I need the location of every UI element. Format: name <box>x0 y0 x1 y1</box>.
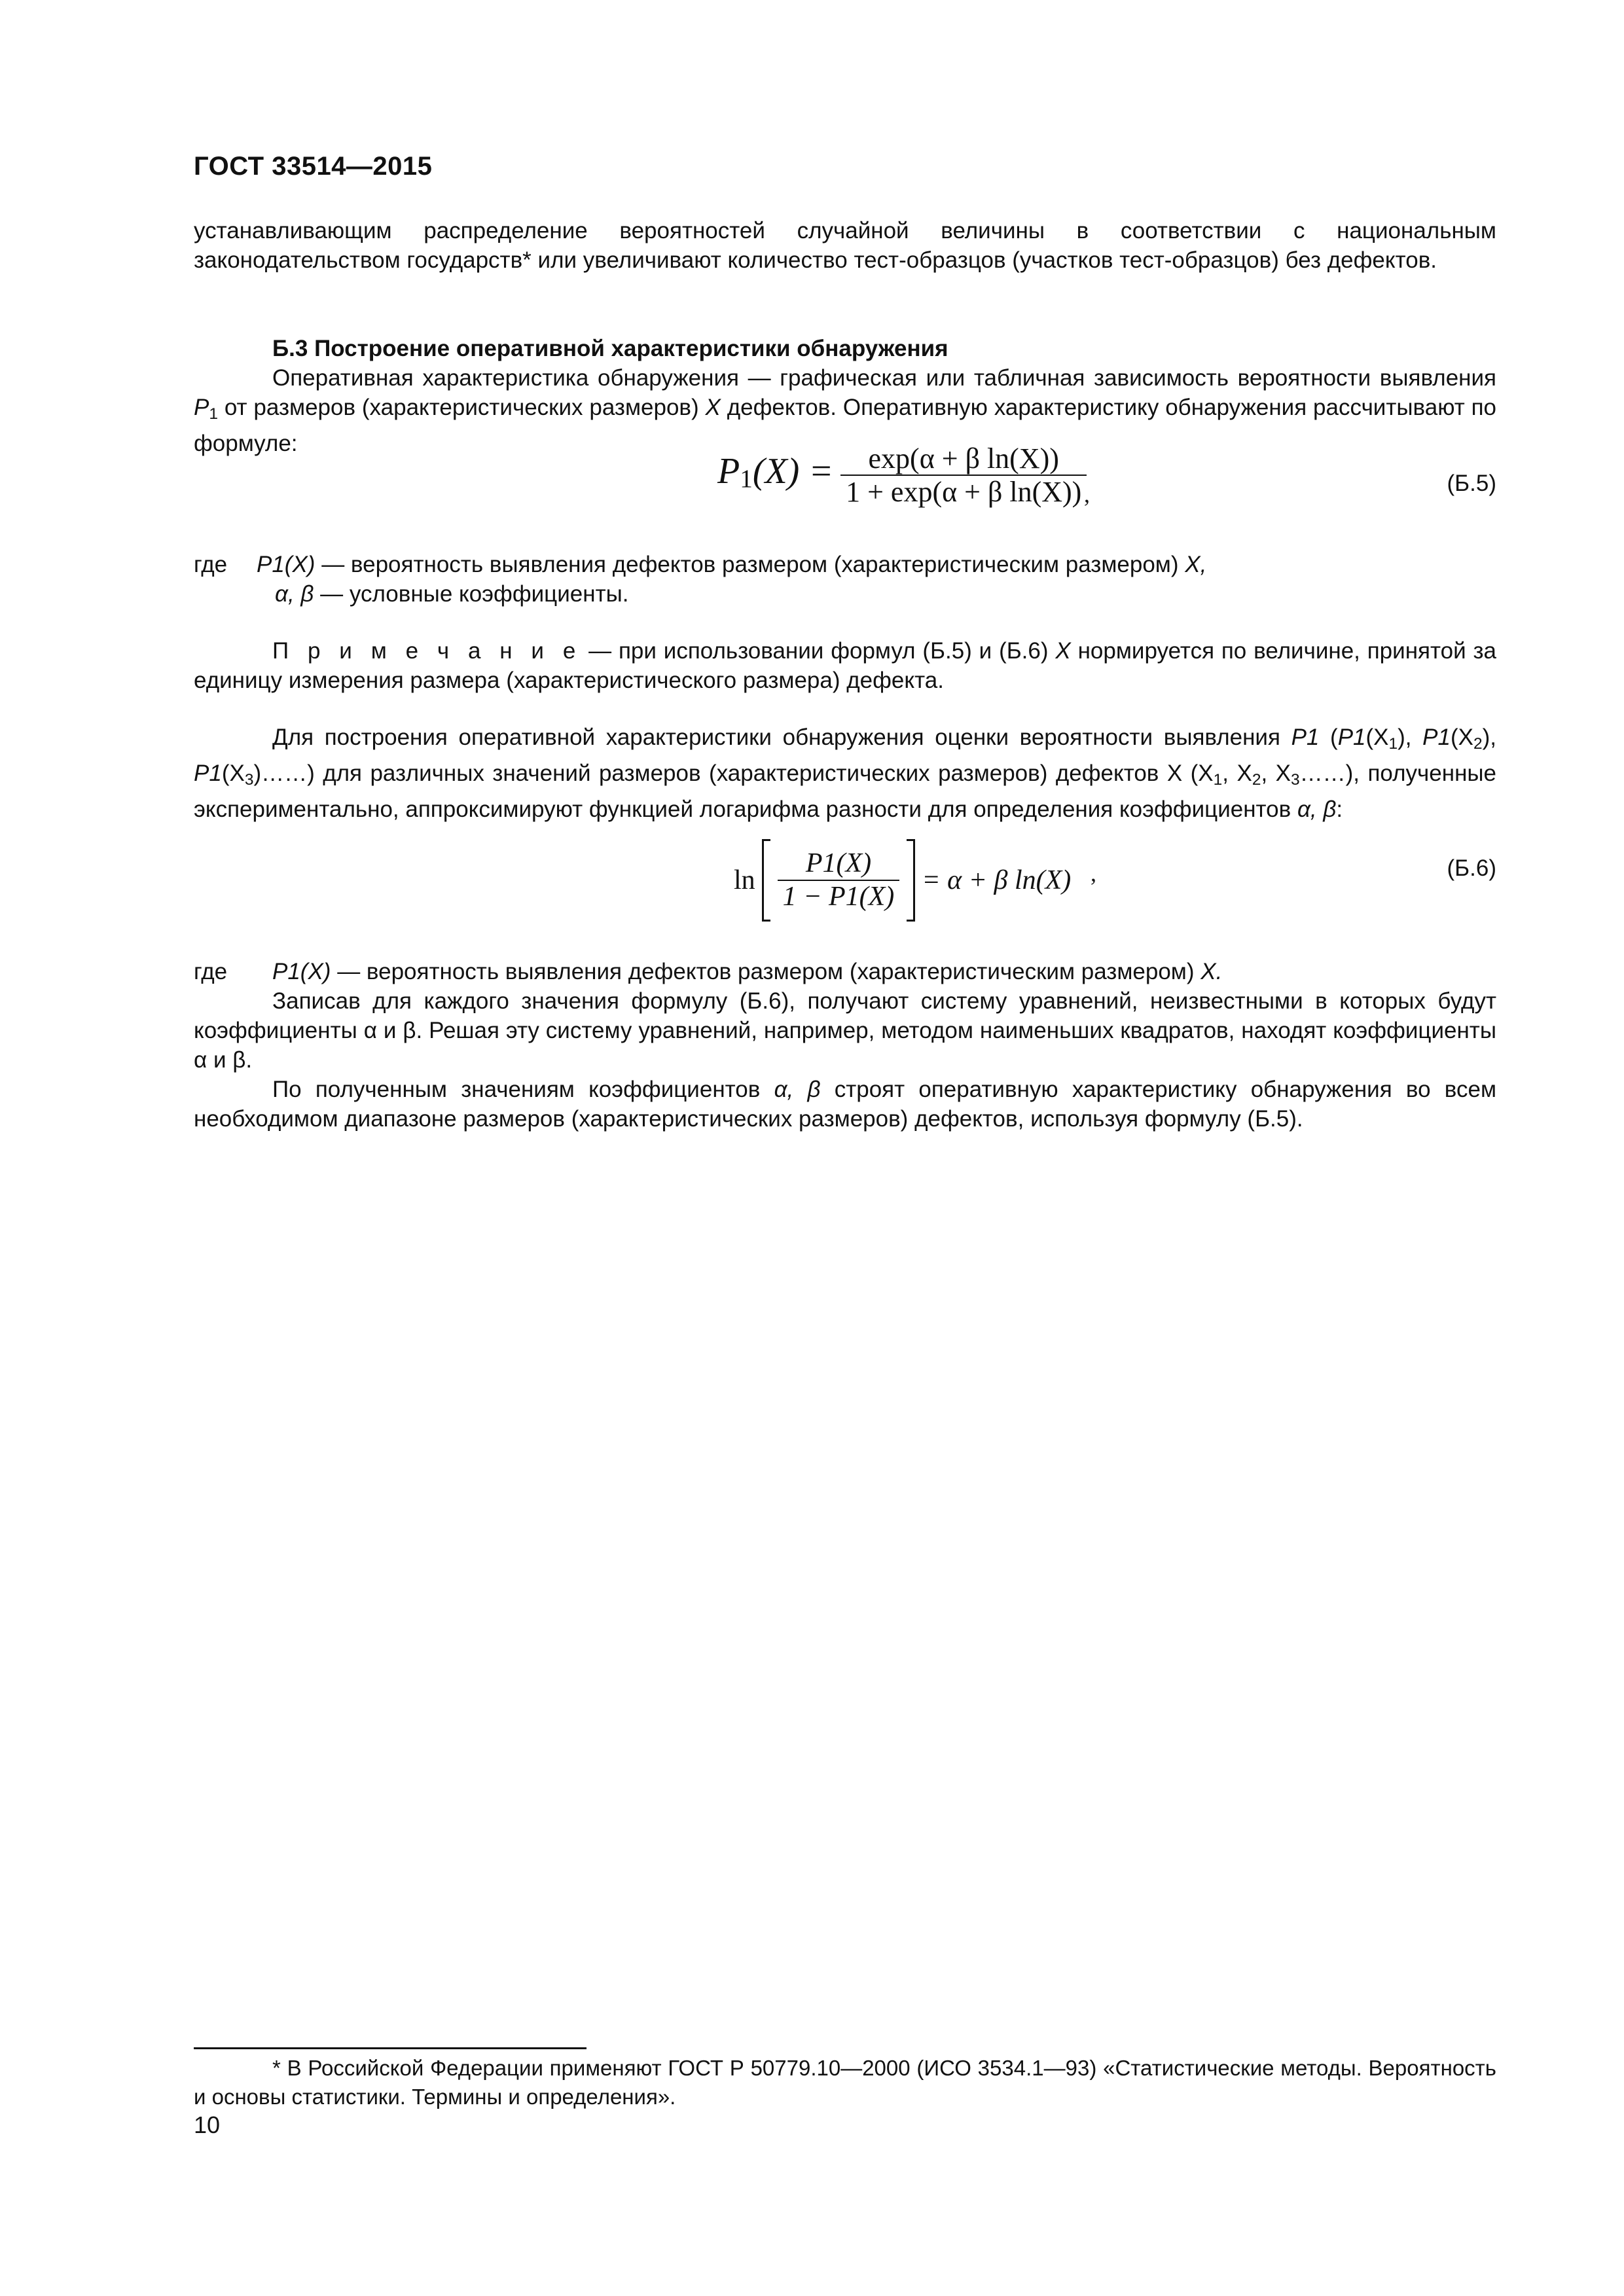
footnote-text: * В Российской Федерации применяют ГОСТ Р 50779.10—2000 (ИСО 3534.1—93) «Статистические методы. Вероятность и основы статистики. Термины и определения». <box>194 2056 1496 2109</box>
formula-b6-fraction <box>778 849 900 912</box>
formula-b6-number: (Б.6) <box>1447 855 1496 881</box>
formula-b5-denominator: 1 + exp(α + β ln(X)) <box>846 476 1082 508</box>
where-label: где <box>194 552 228 577</box>
formula-b5-lhs: $P_1(X)$ = <box>717 451 834 493</box>
formula-b6-row <box>194 839 1496 931</box>
where-row-3 <box>194 957 1496 986</box>
where-label-2: где <box>194 959 228 984</box>
where-definition-p1: P1(X) — вероятность выявления дефектов размером (характеристическим размером) X, <box>257 552 1207 577</box>
paragraph-continuation <box>194 216 1496 275</box>
formula-b6-comma: , <box>1091 860 1096 886</box>
right-bracket <box>907 839 915 922</box>
formula-b5 <box>717 444 1087 507</box>
left-bracket <box>762 839 770 922</box>
formula-b6-denominator: 1 − P1(X) <box>782 882 895 912</box>
formula-b6 <box>734 839 1071 922</box>
footnote <box>194 2054 1496 2111</box>
note-label: П р и м е ч а н и е <box>272 638 582 664</box>
formula-b5-fraction <box>840 444 1087 507</box>
formula-b5-number: (Б.5) <box>1447 471 1496 496</box>
where-block-1 <box>194 550 1496 609</box>
note-paragraph: П р и м е ч а н и е — при использовании формул (Б.5) и (Б.6) X нормируется по величине, принятой за единицу измерения размера (характеристического размера) дефекта. <box>194 638 1496 693</box>
approximation-paragraph <box>194 723 1496 824</box>
formula-b6-rhs: = α + β ln(X) <box>922 865 1072 895</box>
formula-b6-numerator: P1(X) <box>778 849 900 881</box>
formula-b5-numerator: exp(α + β ln(X)) <box>840 444 1087 476</box>
where-definition-coefficients: α, β — условные коэффициенты. <box>275 581 629 607</box>
section-heading: Б.3 Построение оперативной характеристики обнаружения <box>272 336 948 361</box>
formula-b5-comma: , <box>1084 481 1090 507</box>
final-paragraph: По полученным значениям коэффициентов α, β строят оперативную характеристику обнаружения во всем необходимом диапазоне размеров (характеристических размеров) дефектов, используя формулу (Б.5). <box>194 1077 1497 1132</box>
note-block <box>194 636 1496 695</box>
paragraph-text: устанавливающим распределение вероятностей случайной величины в соответствии с национальным законодательством государств* или увеличивают количество тест-образцов (участков тест-образцов) без дефектов. <box>194 218 1496 273</box>
section-paragraph: Оперативная характеристика обнаружения — графическая или табличная зависимость вероятности выявления $P_1$ от размеров (характеристических размеров) X дефектов. Оперативную характеристику обнаружения рассчитывают по формуле: <box>194 365 1496 456</box>
page-number: 10 <box>194 2111 221 2138</box>
where-row-2 <box>194 579 1496 609</box>
where-block-2 <box>194 957 1496 1134</box>
page-header: ГОСТ 33514—2015 <box>194 152 433 181</box>
section-b3 <box>194 334 1496 458</box>
footnote-divider <box>194 2047 586 2049</box>
where-row-1 <box>194 550 1496 579</box>
system-paragraph: Записав для каждого значения формулу (Б.6), получают систему уравнений, неизвестными в которых будут коэффициенты α и β. Решая эту систему уравнений, например, методом наименьших квадратов, находят коэффициенты α и β. <box>194 988 1496 1073</box>
approximation-text: Для построения оперативной характеристики обнаружения оценки вероятности выявления P1 ($P1(X_1)$, $P1(X_2)$, $P1(X_3)\dots\dots$) для различных значений размеров (характеристических размеров) дефектов X ($X_1$, $X_2$, $X_3\dots\dots$), полученные экспериментально, аппроксимируют функцией логарифма разности для определения коэффициентов α, β: <box>194 725 1497 822</box>
formula-b6-ln: ln <box>734 865 755 895</box>
formula-b5-row <box>194 444 1496 535</box>
where-definition-p1-2: P1(X) — вероятность выявления дефектов размером (характеристическим размером) X. <box>272 959 1223 984</box>
